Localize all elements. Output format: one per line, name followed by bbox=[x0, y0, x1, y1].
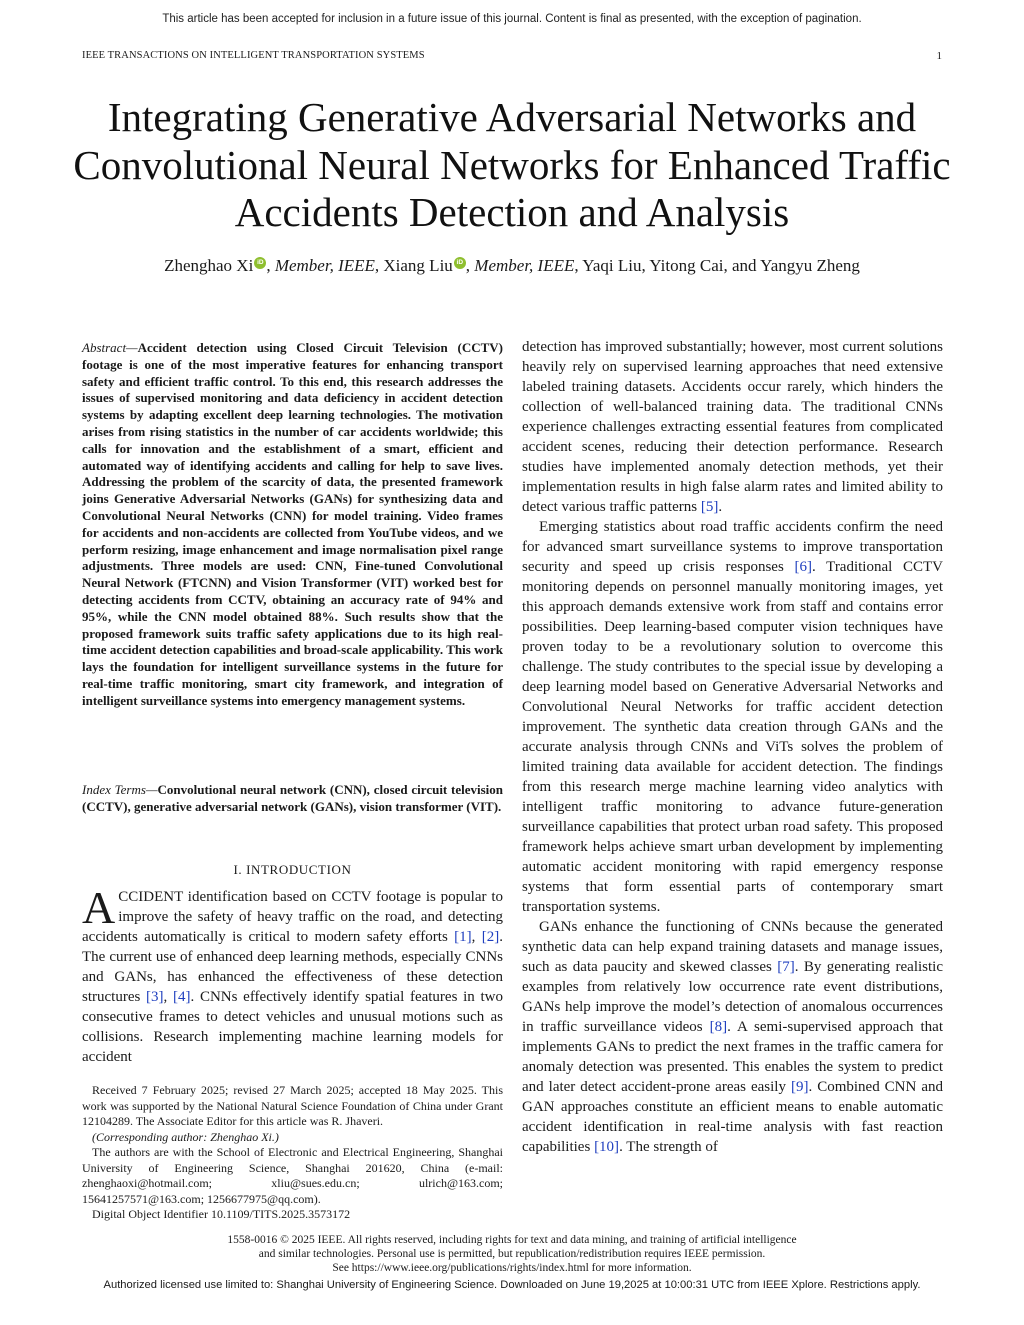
right-column bbox=[522, 337, 943, 1157]
copyright-line: 1558-0016 © 2025 IEEE. All rights reserved, including rights for text and data mining, and training of artificial intelligence bbox=[227, 1234, 797, 1246]
author-1: Zhenghao Xi bbox=[164, 256, 254, 275]
received-dates: Received 7 February 2025; revised 27 March 2025; accepted 18 May 2025. This work was supported by the National Natural Science Foundation of China under Grant 12104289. The Associate Editor for this article was R. Jhaveri. bbox=[82, 1083, 503, 1128]
index-terms bbox=[82, 782, 503, 816]
index-terms-label: Index Terms— bbox=[82, 782, 158, 797]
body-text: . The strength of bbox=[619, 1139, 718, 1155]
authorized-use-notice: Authorized licensed use limited to: Shanghai University of Engineering Science. Downloaded on June 19,2025 at 10:00:31 UTC from IEEE Xplore. Restrictions apply. bbox=[103, 1279, 921, 1291]
intro-text: , bbox=[471, 929, 482, 945]
orcid-icon[interactable]: iD bbox=[254, 257, 266, 269]
corresponding-author: (Corresponding author: Zhenghao Xi.) bbox=[92, 1129, 279, 1144]
orcid-icon[interactable]: iD bbox=[454, 257, 466, 269]
copyright-notice bbox=[0, 1233, 1024, 1275]
citation-link[interactable]: [10] bbox=[594, 1139, 620, 1155]
other-authors: , Yaqi Liu, Yitong Cai, and Yangyu Zheng bbox=[574, 256, 860, 275]
paper-title: Integrating Generative Adversarial Networks and Convolutional Neural Networks for Enhanced Traffic Accidents Detection and Analysis bbox=[73, 94, 951, 235]
drop-cap: A bbox=[82, 882, 116, 933]
intro-text: CCIDENT identification based on CCTV footage is popular to improve the safety of heavy traffic on the road, and detecting accidents automatically is critical to modern safety efforts bbox=[82, 889, 503, 945]
citation-link[interactable]: [2] bbox=[481, 929, 500, 945]
first-page-footnote bbox=[82, 1083, 503, 1223]
body-paragraph bbox=[522, 517, 943, 917]
citation-link[interactable]: [5] bbox=[700, 499, 719, 515]
author-sep: , bbox=[266, 256, 275, 275]
citation-link[interactable]: [4] bbox=[173, 989, 191, 1005]
intro-text: . CNNs effectively identify spatial features in two consecutive frames to detect vehicles and unusual motions such as collisions. Research implementing machine learning models for accident bbox=[82, 989, 504, 1065]
doi: Digital Object Identifier 10.1109/TITS.2025.3573172 bbox=[92, 1207, 351, 1221]
citation-link[interactable]: [7] bbox=[777, 959, 795, 975]
copyright-line: See https://www.ieee.org/publications/rights/index.html for more information. bbox=[332, 1262, 692, 1274]
page-number: 1 bbox=[936, 50, 942, 62]
body-text: . Combined CNN and GAN approaches constitute an efficient means to enable automatic accident identification in real-time analysis with fast reaction capabilities bbox=[522, 1079, 943, 1155]
intro-text: . The current use of enhanced deep learning methods, especially CNNs and GANs, has enhanced the effectiveness of these detection structures bbox=[82, 929, 503, 1005]
intro-text: , bbox=[163, 989, 173, 1005]
abstract-text: Accident detection using Closed Circuit Television (CCTV) footage is one of the most imperative features for enhancing transport safety and efficient traffic control. To this end, this research addresses the issues of supervised monitoring and data deficiency in accident detection systems by adapting excellent deep learning technologies. The motivation arises from rising statistics in the number of car accidents worldwide; this calls for innovation and the establishment of a smart, efficient and automated way of identifying accidents and calling for help to save lives. Addressing the problem of the scarcity of data, the presented framework joins Generative Adversarial Networks (GANs) for synthesizing data and Convolutional Neural Networks (CNN) for model training. Video frames for accidents and non-accidents are collected from YouTube videos, and we perform resizing, image enhancement and image normalisation pixel range adjustments. Three models are used: CNN, Fine-tuned Convolutional Neural Network (FTCNN) and Vision Transformer (VIT) worked best for detecting accidents from CCTV, obtaining an accuracy rate of 94% and 95%, while the CNN model obtained 88%. Such results show that the proposed framework suits traffic safety applications due to its high real-time accident detection capabilities and broad-scale applicability. This work lays the foundation for intelligent surveillance systems in the future for real-time traffic monitoring, smart city framework, and integration of intelligent surveillance systems into emergency management systems. bbox=[82, 340, 503, 708]
body-text: . bbox=[718, 499, 723, 515]
body-paragraph bbox=[522, 337, 943, 517]
citation-link[interactable]: [6] bbox=[794, 559, 812, 575]
author-2: , Xiang Liu bbox=[374, 256, 453, 275]
affiliation: The authors are with the School of Electronic and Electrical Engineering, Shanghai University of Engineering Science, Shanghai 201620, China (e-mail: zhenghaoxi@hotmail.com; xliu@sues.edu.cn; ulrich@163.com; 15641257571@163.com; 1256677975@qq.com). bbox=[82, 1145, 503, 1206]
index-terms-text: Convolutional neural network (CNN), closed circuit television (CCTV), generative adversarial network (GANs), vision transformer (VIT). bbox=[82, 782, 504, 814]
abstract-label: Abstract— bbox=[82, 340, 138, 355]
body-text: . A semi-supervised approach that implements GANs to predict the next frames in the traffic camera for anomaly detection was presented. This enables the system to predict and later detect accident-prone areas easily bbox=[522, 1019, 943, 1095]
running-head: IEEE TRANSACTIONS ON INTELLIGENT TRANSPORTATION SYSTEMS bbox=[82, 50, 425, 61]
membership-1: Member, IEEE bbox=[274, 256, 375, 275]
membership-2: Member, IEEE bbox=[474, 256, 575, 275]
author-list bbox=[60, 256, 964, 276]
section-heading: I. INTRODUCTION bbox=[233, 862, 352, 877]
body-text: . By generating realistic examples from relatively low occurrence rate event distributions, GANs help improve the model’s detection of anomalous occurrences in traffic surveillance videos bbox=[522, 959, 943, 1035]
citation-link[interactable]: [8] bbox=[709, 1019, 728, 1035]
body-text: GANs enhance the functioning of CNNs because the generated synthetic data can help expand training datasets and manage issues, such as data paucity and skewed classes bbox=[522, 919, 943, 975]
citation-link[interactable]: [1] bbox=[454, 929, 472, 945]
author-sep: , bbox=[465, 256, 475, 275]
introduction-paragraph bbox=[82, 882, 504, 1067]
body-text: . Traditional CCTV monitoring depends on personnel manually monitoring images, yet this approach demands extensive work from staff and contains error possibilities. Deep learning-based computer vision techniques have proven today to be a revolutionary solution to overcome this challenge. The study contributes to the special issue by developing a deep learning model based on Generative Adversarial Networks and Convolutional Neural Networks for traffic accident detection improvement. The synthetic data creation through GANs and the accurate analysis through CNNs and ViTs solves the problem of limited training data available for accident detection. The findings from this research merge machine learning video analytics with intelligent traffic monitoring to advance future-generation surveillance capabilities that protect urban road safety. This proposed framework helps achieve smart urban development by implementing automatic accident monitoring with rapid emergency response systems that form essential parts of contemporary smart transportation systems. bbox=[522, 559, 944, 915]
abstract bbox=[82, 340, 503, 710]
citation-link[interactable]: [3] bbox=[146, 989, 164, 1005]
body-text: detection has improved substantially; however, most current solutions heavily rely on supervised learning approaches that need extensive labeled training datasets. Accidents occur rarely, which hinders the collection of well-balanced training data. The traditional CNNs experience challenges extracting essential features from complicated accident scenes, reducing their detection performance. Research studies have implemented anomaly detection methods, yet their implementation results in high false alarm rates and limited ability to detect various traffic patterns bbox=[522, 339, 943, 515]
top-notice: This article has been accepted for inclusion in a future issue of this journal. Content is final as presented, with the exception of pagination. bbox=[162, 13, 862, 25]
copyright-line: and similar technologies. Personal use is permitted, but republication/redistribution requires IEEE permission. bbox=[258, 1248, 766, 1260]
body-text: Emerging statistics about road traffic accidents confirm the need for advanced smart surveillance systems to improve transportation security and speed up crisis responses bbox=[522, 519, 943, 575]
body-paragraph bbox=[522, 917, 943, 1157]
citation-link[interactable]: [9] bbox=[790, 1079, 809, 1095]
